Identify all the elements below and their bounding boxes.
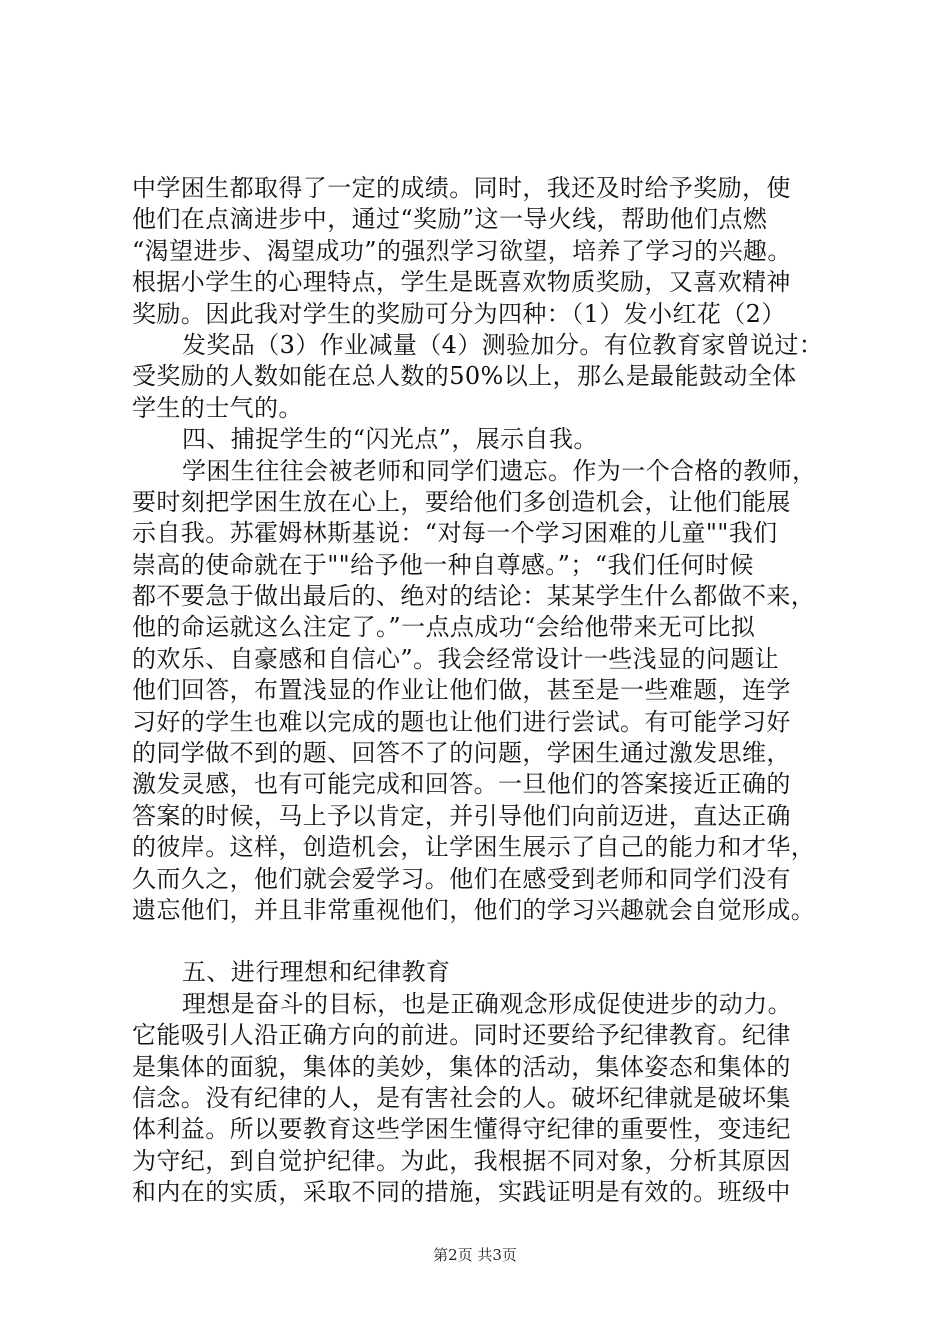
section-heading: 四、捕捉学生的“闪光点”，展示自我。 [182,425,598,454]
text-line: 习好的学生也难以完成的题也让他们进行尝试。有可能学习好 [132,707,791,736]
text-line: 它能吸引人沿正确方向的前进。同时还要给予纪律教育。纪律 [132,1021,791,1050]
text-line: 他们回答，布置浅显的作业让他们做，甚至是一些难题，连学 [132,676,791,705]
text-line: 崇高的使命就在于""给予他一种自尊感。”；“我们任何时候 [132,550,754,579]
text-line: 遗忘他们，并且非常重视他们，他们的学习兴趣就会自觉形成。 [132,895,816,924]
text-line: 久而久之，他们就会爱学习。他们在感受到老师和同学们没有 [132,864,791,893]
section-heading: 五、进行理想和纪律教育 [182,958,451,987]
text-line: 都不要急于做出最后的、绝对的结论：某某学生什么都做不来， [132,582,816,611]
text-line: 奖励。因此我对学生的奖励可分为四种：（1）发小红花（2） [132,299,786,328]
document-body [132,173,832,1209]
text-line: 根据小学生的心理特点，学生是既喜欢物质奖励，又喜欢精神 [132,268,791,297]
text-line: 答案的时候，马上予以肯定，并引导他们向前迈进，直达正确 [132,801,791,830]
text-line: 受奖励的人数如能在总人数的50%以上，那么是最能鼓动全体 [132,362,797,391]
text-line: 是集体的面貌，集体的美妙，集体的活动，集体姿态和集体的 [132,1052,791,1081]
text-line: 激发灵感，也有可能完成和回答。一旦他们的答案接近正确的 [132,770,791,799]
text-line: 为守纪，到自觉护纪律。为此，我根据不同对象，分析其原因 [132,1146,791,1175]
paragraph-gap [132,926,832,957]
text-line: 他的命运就这么注定了。”一点点成功“会给他带来无可比拟 [132,613,756,642]
text-line: 他们在点滴进步中，通过“奖励”这一导火线，帮助他们点燃 [132,205,768,234]
page-number-footer: 第2页 共3页 [433,1246,517,1264]
text-line: 示自我。苏霍姆林斯基说：“对每一个学习困难的儿童""我们 [132,519,778,548]
text-line: “渴望进步、渴望成功”的强烈学习欲望，培养了学习的兴趣。 [132,236,792,265]
text-line: 发奖品（3）作业减量（4）测验加分。有位教育家曾说过： [182,330,824,359]
text-line: 理想是奋斗的目标，也是正确观念形成促使进步的动力。 [182,989,792,1018]
text-line: 体利益。所以要教育这些学困生懂得守纪律的重要性，变违纪 [132,1115,791,1144]
text-line: 信念。没有纪律的人，是有害社会的人。破坏纪律就是破坏集 [132,1083,791,1112]
text-line: 的同学做不到的题、回答不了的问题，学困生通过激发思维， [132,739,791,768]
text-line: 的彼岸。这样，创造机会，让学困生展示了自己的能力和才华， [132,833,816,862]
text-line: 学生的士气的。 [132,393,303,422]
text-line: 的欢乐、自豪感和自信心”。我会经常设计一些浅显的问题让 [132,644,780,673]
text-line: 中学困生都取得了一定的成绩。同时，我还及时给予奖励，使 [132,174,791,202]
text-line: 和内在的实质，采取不同的措施，实践证明是有效的。班级中 [132,1178,791,1207]
text-line: 学困生往往会被老师和同学们遗忘。作为一个合格的教师， [182,456,817,485]
text-line: 要时刻把学困生放在心上，要给他们多创造机会，让他们能展 [132,487,791,516]
